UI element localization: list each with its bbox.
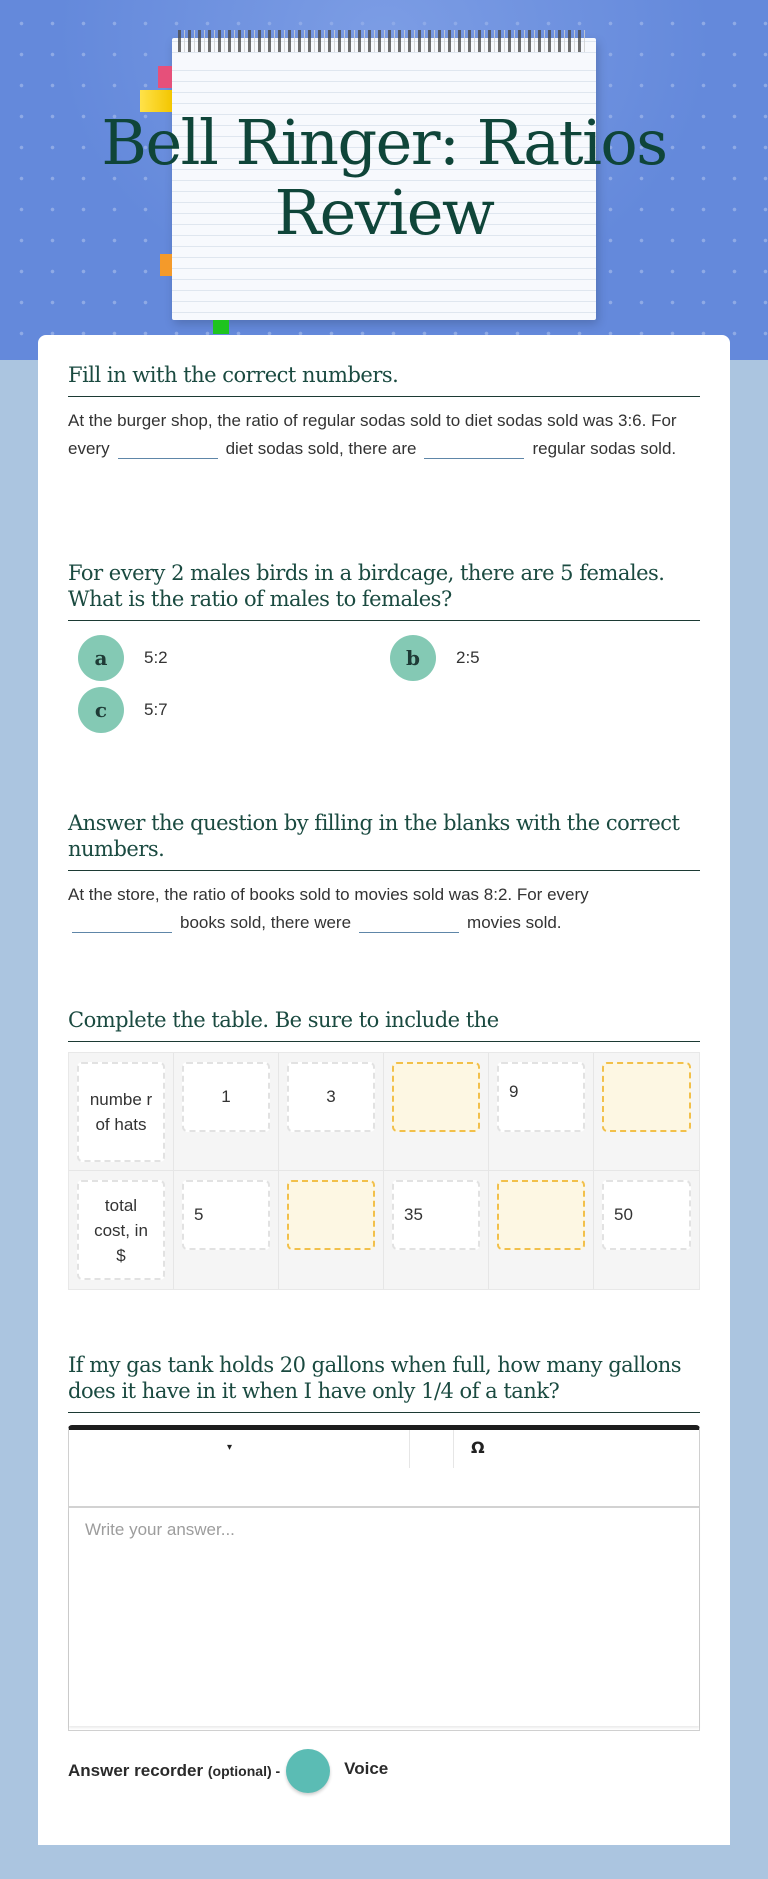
row-header-cost: total cost, in $ — [77, 1180, 165, 1280]
table-cell — [69, 1171, 174, 1289]
question-title: If my gas tank holds 20 gallons when full, how many gallons does it have in it when I have only 1/4 of a tank? — [68, 1352, 700, 1413]
question-title: Answer the question by filling in the blanks with the correct numbers. — [68, 810, 700, 871]
body-text: movies sold. — [467, 912, 562, 932]
title-line-2: Review — [274, 176, 494, 249]
table-value: 9 — [497, 1062, 585, 1132]
table-value: 35 — [392, 1180, 480, 1250]
page-title — [0, 108, 768, 248]
choice-text: 5:2 — [144, 648, 168, 667]
table-cell — [384, 1053, 489, 1171]
voice-label: Voice — [344, 1759, 389, 1778]
toolbar-divider — [409, 1430, 410, 1468]
table-answer-input[interactable] — [497, 1180, 585, 1250]
bookmark-tab-green — [213, 320, 229, 334]
rich-text-editor — [68, 1425, 700, 1731]
notebook-spiral — [178, 30, 588, 52]
answer-textarea[interactable] — [69, 1508, 699, 1726]
worksheet-card — [38, 335, 730, 1845]
table-cell — [594, 1053, 699, 1171]
choice-letter-bubble[interactable]: a — [78, 635, 124, 681]
record-voice-button[interactable] — [286, 1749, 330, 1793]
answer-recorder — [68, 1749, 700, 1793]
question-1 — [68, 362, 700, 462]
question-5 — [68, 1352, 700, 1793]
question-3 — [68, 810, 700, 936]
toolbar-divider — [453, 1430, 454, 1468]
body-text: books sold, there were — [180, 912, 352, 932]
bookmark-tab-orange — [160, 254, 172, 276]
table-value: 50 — [602, 1180, 691, 1250]
choice-list — [68, 635, 700, 745]
table-cell — [279, 1171, 384, 1289]
choice-c[interactable] — [78, 687, 168, 733]
header-banner — [0, 0, 768, 360]
question-2 — [68, 560, 700, 745]
question-title: For every 2 males birds in a birdcage, there are 5 females. What is the ratio of males to females? — [68, 560, 700, 621]
table-cell — [489, 1053, 594, 1171]
recorder-label — [68, 1761, 280, 1781]
table-answer-input[interactable] — [287, 1180, 375, 1250]
question-title: Complete the table. Be sure to include the — [68, 1007, 700, 1042]
special-character-icon[interactable]: Ω — [471, 1438, 485, 1457]
body-text: diet sodas sold, there are — [225, 438, 417, 458]
table-value: 1 — [182, 1062, 270, 1132]
choice-text: 2:5 — [456, 648, 480, 667]
blank-input-movies[interactable] — [359, 915, 459, 933]
table-cell — [594, 1171, 699, 1289]
table-cell — [174, 1053, 279, 1171]
body-text: regular sodas sold. — [532, 438, 677, 458]
table-cell — [384, 1171, 489, 1289]
editor-toolbar — [69, 1430, 699, 1508]
table-cell — [489, 1171, 594, 1289]
table-cell — [279, 1053, 384, 1171]
format-dropdown-caret-icon[interactable]: ▾ — [227, 1442, 233, 1453]
recorder-optional-text: (optional) - — [207, 1763, 281, 1779]
table-answer-input[interactable] — [602, 1062, 691, 1132]
blank-input-regular[interactable] — [424, 441, 524, 459]
table-value: 3 — [287, 1062, 375, 1132]
table-answer-input[interactable] — [392, 1062, 480, 1132]
choice-a[interactable] — [78, 635, 168, 681]
blank-input-books[interactable] — [72, 915, 172, 933]
question-title: Fill in with the correct numbers. — [68, 362, 700, 397]
question-4 — [68, 1007, 700, 1290]
choice-letter-bubble[interactable]: b — [390, 635, 436, 681]
body-text: At the store, the ratio of books sold to movies sold was 8:2. For every — [68, 885, 589, 904]
choice-b[interactable] — [390, 635, 480, 681]
bookmark-tab-pink — [158, 66, 172, 88]
table-cell — [174, 1171, 279, 1289]
table-value: 5 — [182, 1180, 270, 1250]
row-header-hats: numbe r of hats — [77, 1062, 165, 1162]
question-body — [68, 407, 700, 462]
recorder-label-text: Answer recorder — [68, 1761, 204, 1780]
table-cell — [69, 1053, 174, 1171]
question-body — [68, 881, 700, 936]
body-text: At the burger shop, the ratio of regular sodas sold to diet sodas sold was 3:6. For every — [68, 411, 677, 458]
title-line-1: Bell Ringer: Ratios — [101, 106, 667, 179]
blank-input-diet[interactable] — [118, 441, 218, 459]
choice-text: 5:7 — [144, 700, 168, 719]
ratio-table — [68, 1052, 700, 1290]
choice-letter-bubble[interactable]: c — [78, 687, 124, 733]
